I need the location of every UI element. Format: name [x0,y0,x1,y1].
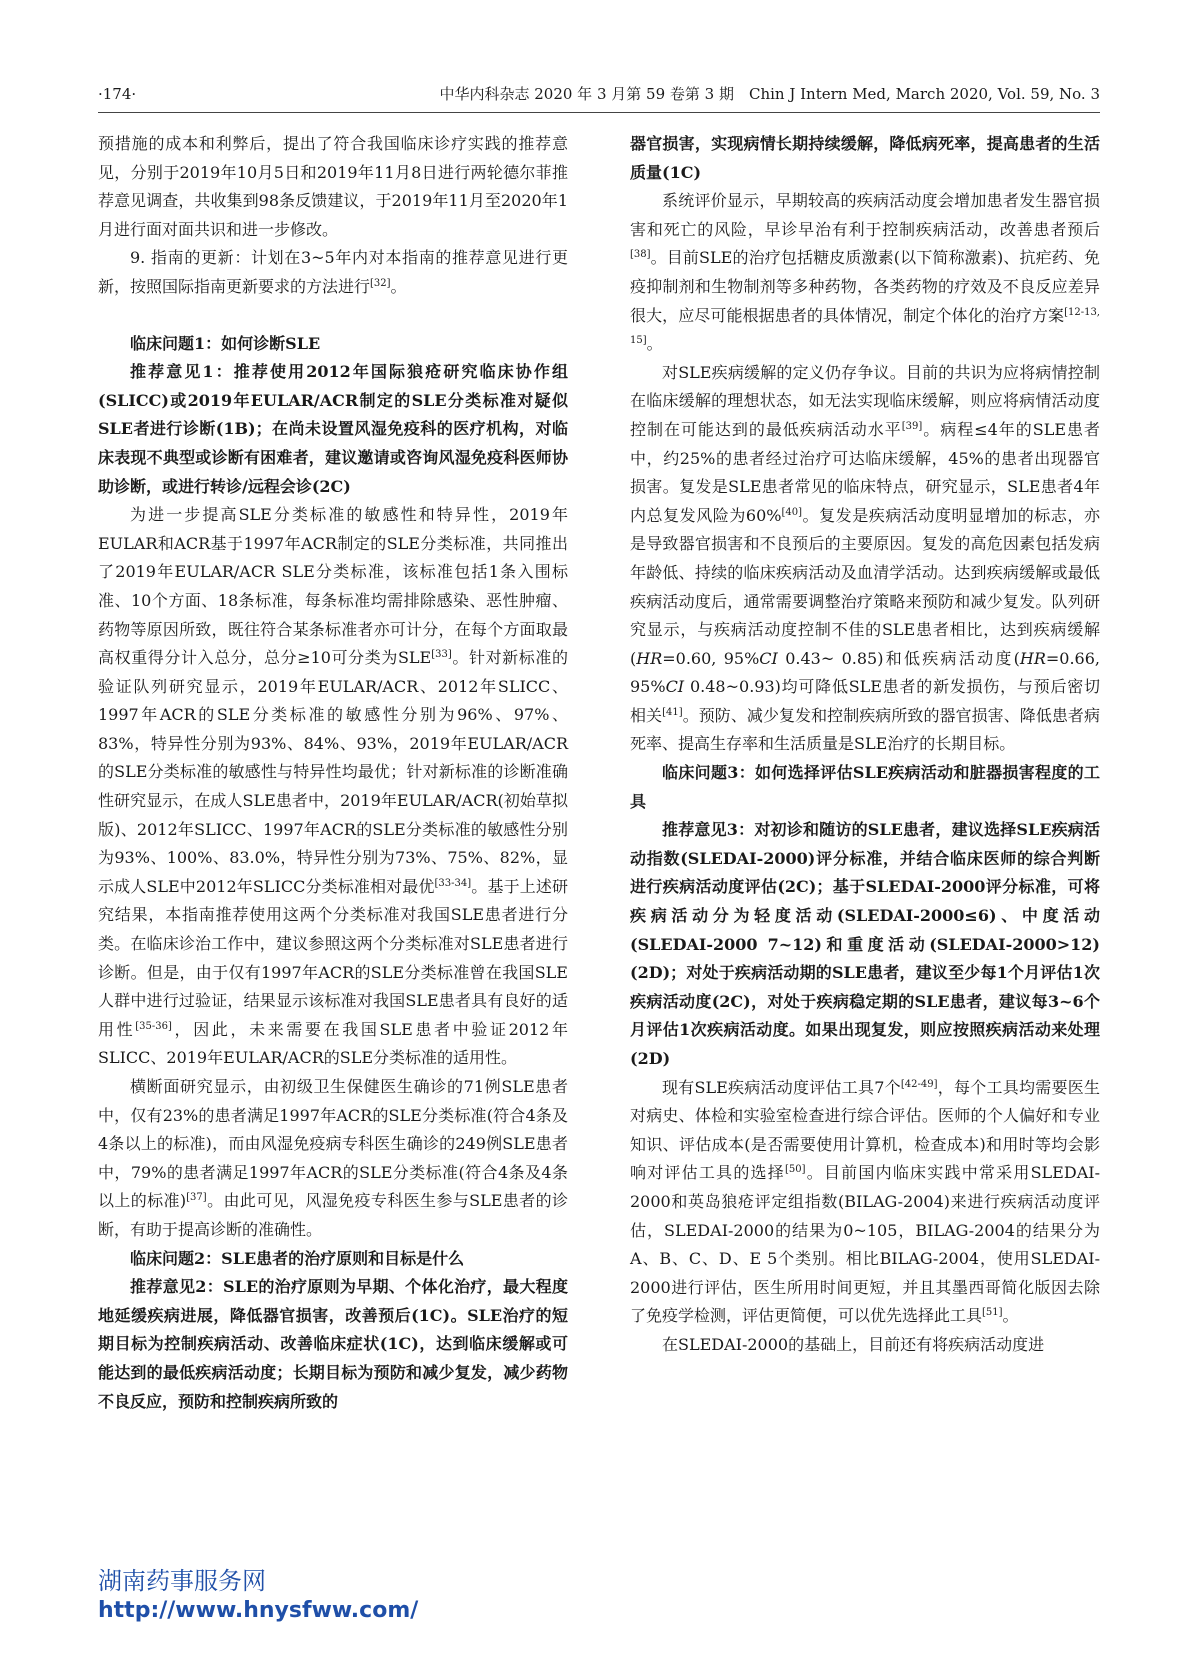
citation: [37] [186,1192,207,1204]
section-heading: 临床问题1：如何诊断SLE [130,333,321,353]
page-number: ·174· [98,85,137,103]
paragraph: 9. 指南的更新：计划在3~5年内对本指南的推荐意见进行更新，按照国际指南更新要求的方法进行[32]。 [98,248,568,296]
citation: [40] [781,506,802,518]
left-column [98,130,568,1416]
site-watermark [98,1566,518,1626]
section-heading: 临床问题2：SLE患者的治疗原则和目标是什么 [130,1248,465,1268]
citation: [32] [370,277,391,289]
citation: [35-36] [135,1020,172,1032]
citation: [41] [662,706,683,718]
citation: [42-49] [900,1078,938,1090]
citation: [51] [982,1307,1003,1319]
citation: [12-13, 15] [630,306,1100,347]
section-heading: 临床问题3：如何选择评估SLE疾病活动和脏器损害程度的工具 [630,763,1100,811]
citation: [33-34] [434,877,472,889]
recommendation: 推荐意见3：对初诊和随访的SLE患者，建议选择SLE疾病活动指数(SLEDAI-2000)评分标准，并结合临床医师的综合判断进行疾病活动度评估(2C)；基于SLEDAI-2000评分标准，可将疾病活动分为轻度活动(SLEDAI-2000≤6)、中度活动(SLEDAI-2000 7~12)和重度活动(SLEDAI-2000>12)(2D)；对处于疾病活动期的SLE患者，建议至少每1个月评估1次疾病活动度(2C)，对处于疾病稳定期的SLE患者，建议每3~6个月评估1次疾病活动度。如果出现复发，则应按照疾病活动来处理(2D) [630,820,1100,1068]
paragraph: 在SLEDAI-2000的基础上，目前还有将疾病活动度进 [662,1334,1045,1354]
citation: [39] [901,420,923,432]
running-header [98,80,1100,108]
citation: [33] [431,649,452,661]
recommendation: 推荐意见1：推荐使用2012年国际狼疮研究临床协作组(SLICC)或2019年EULAR/ACR制定的SLE分类标准对疑似SLE者进行诊断(1B)；在尚未设置风湿免疫科的医疗机构，对临床表现不典型或诊断有困难者，建议邀请或咨询风湿免疫科医师协助诊断，或进行转诊/远程会诊(2C) [98,362,568,496]
paragraph: 横断面研究显示，由初级卫生保健医生确诊的71例SLE患者中，仅有23%的患者满足1997年ACR的SLE分类标准(符合4条及4条以上的标准)，而由风湿免疫病专科医生确诊的249例SLE患者中，79%的患者满足1997年ACR的SLE分类标准(符合4条及4条以上的标准)[37]。由此可见，风湿免疫专科医生参与SLE患者的诊断，有助于提高诊断的准确性。 [98,1077,568,1239]
right-column [630,130,1100,1360]
citation: [50] [784,1164,806,1176]
watermark-site-name: 湖南药事服务网 [98,1567,266,1595]
journal-citation: 中华内科杂志 2020 年 3 月第 59 卷第 3 期 Chin J Intern Med, March 2020, Vol. 59, No. 3 [439,85,1100,103]
header-rule [98,112,1100,113]
recommendation-continued: 器官损害，实现病情长期持续缓解，降低病死率，提高患者的生活质量(1C) [630,134,1100,182]
paragraph: 为进一步提高SLE分类标准的敏感性和特异性，2019年EULAR和ACR基于1997年ACR制定的SLE分类标准，共同推出了2019年EULAR/ACR SLE分类标准，该标准包括1条入围标准、10个方面、18条标准，每条标准均需排除感染、恶性肿瘤、药物等原因所致，既往符合某条标准者亦可计分，在每个方面取最高权重得分计入总分，总分≥10可分类为SLE[33]。针对新标准的验证队列研究显示，2019年EULAR/ACR、2012年SLICC、1997年ACR的SLE分类标准的敏感性分别为96%、97%、83%，特异性分别为93%、84%、93%，2019年EULAR/ACR的SLE分类标准的敏感性与特异性均最优；针对新标准的诊断准确性研究显示，在成人SLE患者中，2019年EULAR/ACR(初始草拟版)、2012年SLICC、1997年ACR的SLE分类标准的敏感性分别为93%、100%、83.0%，特异性分别为73%、75%、82%，显示成人SLE中2012年SLICC分类标准相对最优[33-34]。基于上述研究结果，本指南推荐使用这两个分类标准对我国SLE患者进行分类。在临床诊治工作中，建议参照这两个分类标准对SLE患者进行诊断。但是，由于仅有1997年ACR的SLE分类标准曾在我国SLE人群中进行过验证，结果显示该标准对我国SLE患者具有良好的适用性[35-36]，因此，未来需要在我国SLE患者中验证2012年SLICC、2019年EULAR/ACR的SLE分类标准的适用性。 [98,505,568,1068]
citation: [38] [630,249,651,261]
paragraph: 系统评价显示，早期较高的疾病活动度会增加患者发生器官损害和死亡的风险，早诊早治有利于控制疾病活动，改善患者预后[38]。目前SLE的治疗包括糖皮质激素(以下简称激素)、抗疟药、免疫抑制剂和生物制剂等多种药物，各类药物的疗效及不良反应差异很大，应尽可能根据患者的具体情况，制定个体化的治疗方案[12-13, 15]。 [630,191,1100,354]
paragraph: 预措施的成本和利弊后，提出了符合我国临床诊疗实践的推荐意见，分别于2019年10月5日和2019年11月8日进行两轮德尔菲推荐意见调查，共收集到98条反馈建议，于2019年11月至2020年1月进行面对面共识和进一步修改。 [98,134,568,239]
paragraph: 现有SLE疾病活动度评估工具7个[42-49]，每个工具均需要医生对病史、体检和实验室检查进行综合评估。医师的个人偏好和专业知识、评估成本(是否需要使用计算机，检查成本)和用时等均会影响对评估工具的选择[50]。目前国内临床实践中常采用SLEDAI-2000和英岛狼疮评定组指数(BILAG-2004)来进行疾病活动度评估，SLEDAI-2000的结果为0~105，BILAG-2004的结果分为A、B、C、D、E 5个类别。相比BILAG-2004，使用SLEDAI-2000进行评估，医生所用时间更短，并且其墨西哥简化版因去除了免疫学检测，评估更简便，可以优先选择此工具[51]。 [630,1077,1100,1326]
recommendation: 推荐意见2：SLE的治疗原则为早期、个体化治疗，最大程度地延缓疾病进展，降低器官损害，改善预后(1C)。SLE治疗的短期目标为控制疾病活动、改善临床症状(1C)，达到临床缓解或可能达到的最低疾病活动度；长期目标为预防和减少复发，减少药物不良反应，预防和控制疾病所致的 [98,1277,568,1411]
watermark-url[interactable]: http://www.hnysfww.com/ [98,1598,419,1623]
paragraph: 对SLE疾病缓解的定义仍存争议。目前的共识为应将病情控制在临床缓解的理想状态，如无法实现临床缓解，则应将病情活动度控制在可能达到的最低疾病活动水平[39]。病程≤4年的SLE患者中，约25%的患者经过治疗可达临床缓解，45%的患者出现器官损害。复发是SLE患者常见的临床特点，研究显示，SLE患者4年内总复发风险为60%[40]。复发是疾病活动度明显增加的标志，亦是导致器官损害和不良预后的主要原因。复发的高危因素包括发病年龄低、持续的临床疾病活动及血清学活动。达到疾病缓解或最低疾病活动度后，通常需要调整治疗策略来预防和减少复发。队列研究显示，与疾病活动度控制不佳的SLE患者相比，达到疾病缓解(HR=0.60, 95%CI 0.43~ 0.85)和低疾病活动度(HR=0.66, 95%CI 0.48~0.93)均可降低SLE患者的新发损伤，与预后密切相关[41]。预防、减少复发和控制疾病所致的器官损害、降低患者病死率、提高生存率和生活质量是SLE治疗的长期目标。 [630,362,1100,754]
